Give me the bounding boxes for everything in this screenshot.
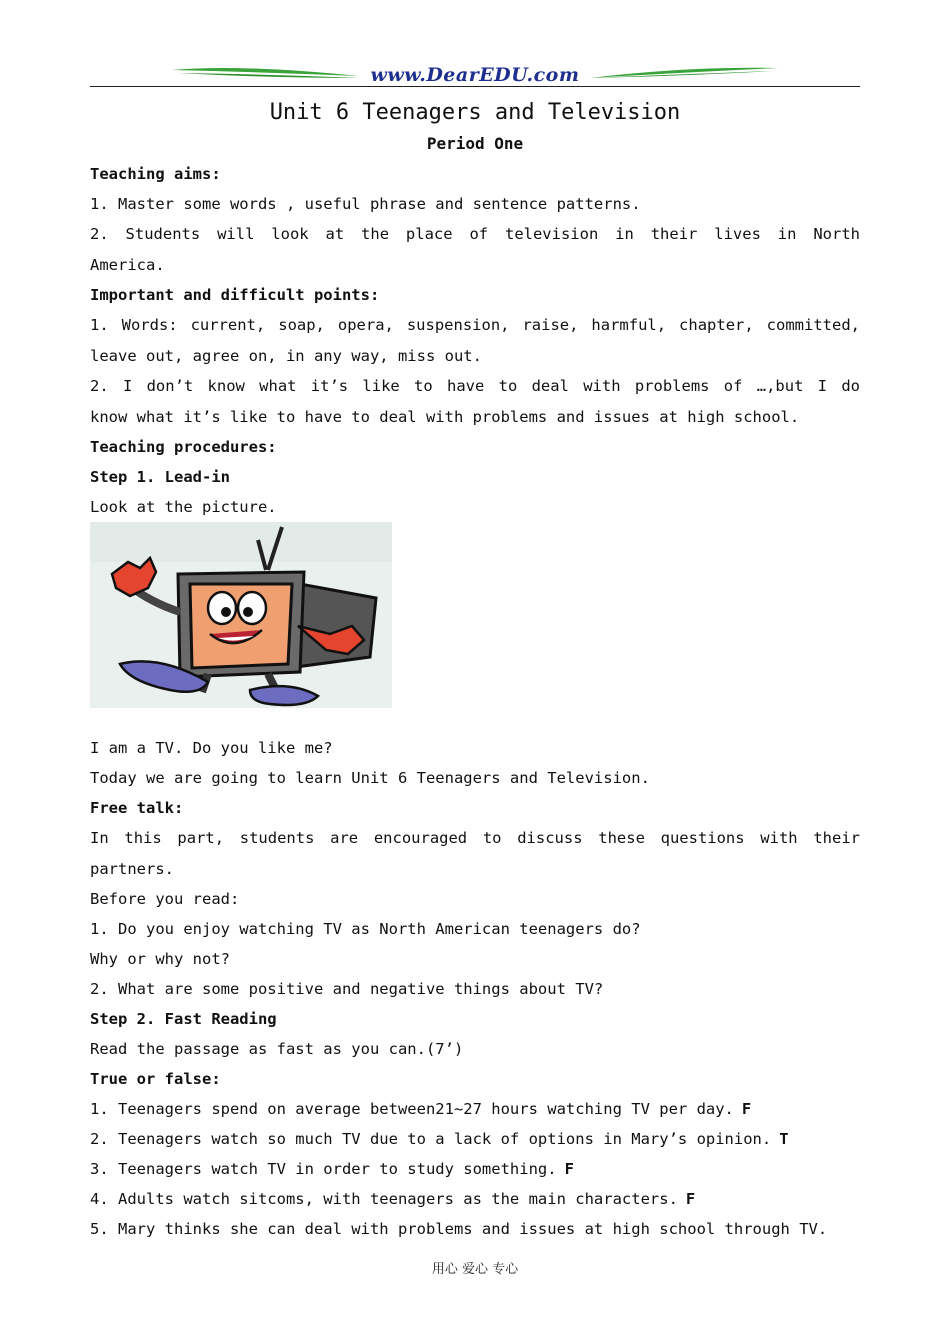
before-you-read: Before you read: — [90, 890, 240, 908]
step1-instruction: Look at the picture. — [90, 498, 277, 516]
free-talk-question-2: 2. What are some positive and negative things about TV? — [90, 980, 604, 998]
true-false-item — [90, 1186, 860, 1212]
answer-mark: F — [564, 1160, 574, 1178]
statement-text: 5. Mary thinks she can deal with problems and issues at high school through TV. — [90, 1220, 828, 1238]
aims-item-2-line-2: America. — [90, 256, 165, 274]
points-heading: Important and difficult points: — [90, 286, 380, 304]
free-talk-question-1: 1. Do you enjoy watching TV as North American teenagers do? — [90, 920, 641, 938]
true-false-item — [90, 1216, 860, 1242]
answer-mark: T — [779, 1130, 789, 1148]
free-talk-intro-line-2: partners. — [90, 860, 174, 878]
statement-text: 1. Teenagers spend on average between21~27 hours watching TV per day. — [90, 1100, 734, 1118]
answer-mark: F — [741, 1100, 752, 1118]
statement-text: 3. Teenagers watch TV in order to study something. — [90, 1160, 557, 1178]
free-talk-question-1-followup: Why or why not? — [90, 950, 230, 968]
points-item-2-line-1: 2. I don’t know what it’s like to have to deal with problems of …,but I do — [90, 377, 860, 395]
true-false-item — [90, 1156, 860, 1182]
true-false-heading: True or false: — [90, 1070, 221, 1088]
answer-mark: F — [685, 1190, 696, 1208]
statement-text: 4. Adults watch sitcoms, with teenagers as the main characters. — [90, 1190, 678, 1208]
free-talk-intro-line-1: In this part, students are encouraged to discuss these questions with their — [90, 829, 860, 847]
page-title: Unit 6 Teenagers and Television — [269, 100, 681, 125]
aims-item-1: 1. Master some words , useful phrase and sentence patterns. — [90, 195, 641, 213]
statement-text: 2. Teenagers watch so much TV due to a lack of options in Mary’s opinion. — [90, 1130, 772, 1148]
points-item-1-line-1: 1. Words: current, soap, opera, suspension, raise, harmful, chapter, committed, — [90, 316, 860, 334]
site-logo: www.DearEDU.com — [370, 64, 580, 86]
step1-line-1: I am a TV. Do you like me? — [90, 739, 333, 757]
free-talk-heading: Free talk: — [90, 799, 184, 817]
points-item-2-line-2: know what it’s like to have to deal with problems and issues at high school. — [90, 408, 800, 426]
step1-line-2: Today we are going to learn Unit 6 Teenagers and Television. — [90, 769, 650, 787]
true-false-item — [90, 1126, 860, 1152]
step2-heading: Step 2. Fast Reading — [90, 1010, 277, 1028]
true-false-item — [90, 1096, 860, 1122]
step2-instruction: Read the passage as fast as you can.(7’) — [90, 1040, 464, 1058]
aims-heading: Teaching aims: — [90, 165, 221, 183]
page-subtitle: Period One — [426, 134, 524, 153]
procedures-heading: Teaching procedures: — [90, 438, 277, 456]
points-item-1-line-2: leave out, agree on, in any way, miss out. — [90, 347, 482, 365]
header-rule — [90, 86, 860, 87]
tv-cartoon-picture — [90, 522, 392, 708]
step1-heading: Step 1. Lead-in — [90, 468, 230, 486]
aims-item-2-line-1: 2. Students will look at the place of television in their lives in North — [90, 225, 860, 243]
page-footer: 用心 爱心 专心 — [431, 1262, 519, 1277]
page-header — [90, 62, 860, 90]
